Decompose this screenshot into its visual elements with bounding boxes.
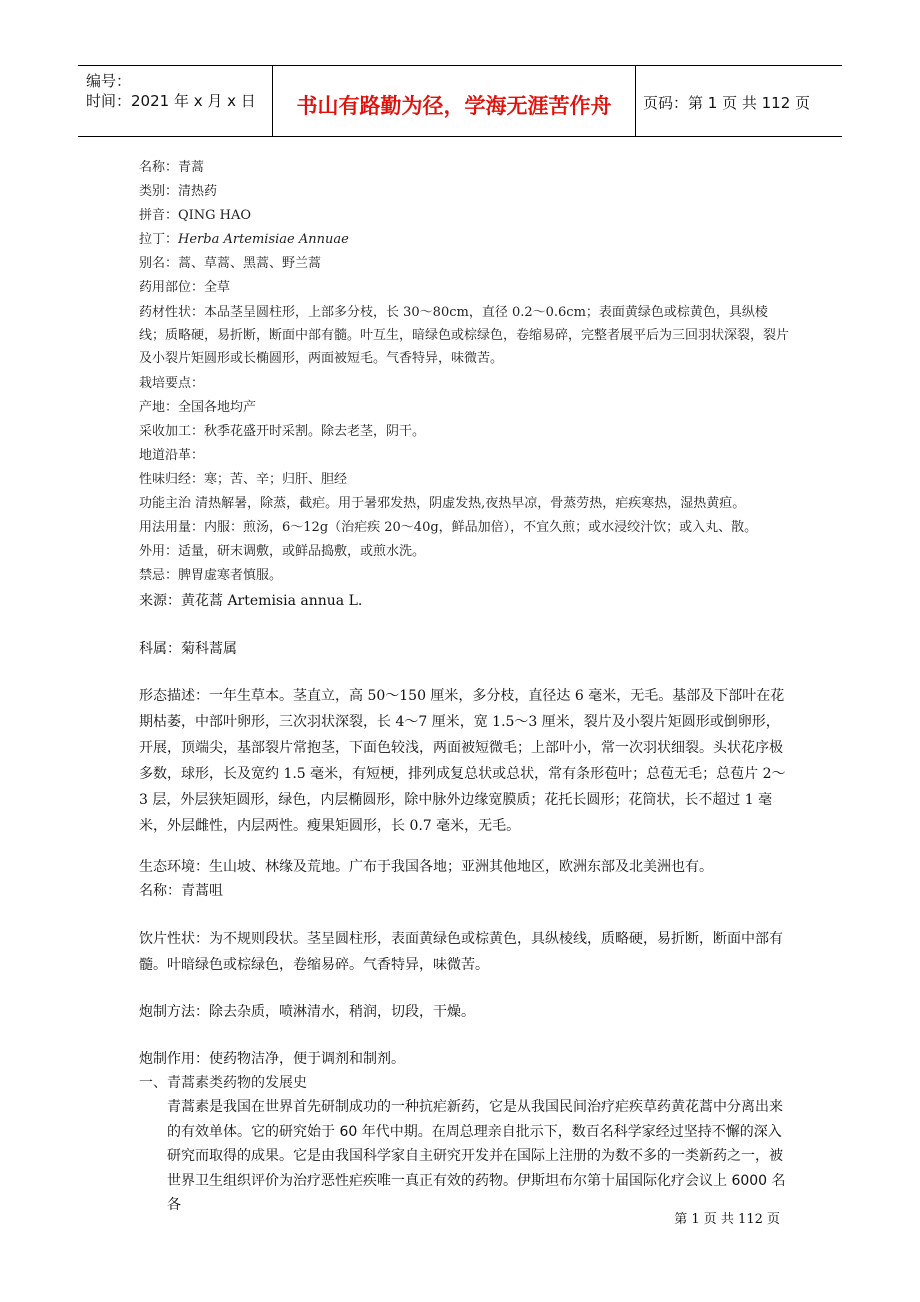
entry-contra: 禁忌：脾胃虚寒者慎服。 (139, 568, 283, 583)
section-title: 一、青蒿素类药物的发展史 (139, 1075, 307, 1091)
pieces-paragraph: 饮片性状：为不规则段状。茎呈圆柱形，表面黄绿色或棕黄色，具纵棱线，质略硬，易折断，断面中部有髓。叶暗绿色或棕绿色，卷缩易碎。气香特异，味微苦。 (139, 931, 783, 973)
source-line: 来源：黄花蒿 Artemisia annua L. (139, 593, 363, 609)
family-line: 科属：菊科蒿属 (139, 641, 237, 657)
entry-usage: 用法用量：内服：煎汤，6～12g（治疟疾 20～40g，鲜品加倍），不宜久煎；或水浸绞汁饮；或入丸、散。 (139, 520, 758, 535)
method-line: 炮制方法：除去杂质，喷淋清水，稍润，切段，干燥。 (139, 1004, 475, 1020)
entry-part: 药用部位：全草 (139, 280, 231, 295)
entry-harvest: 采收加工：秋季花盛开时采割。除去老茎，阴干。 (139, 424, 426, 439)
header-meta-cell (78, 66, 272, 136)
motto: 书山有路勤为径，学海无涯苦作舟 (296, 94, 612, 118)
entry-function: 功能主治 清热解暑，除蒸，截疟。用于暑邪发热，阴虚发热,夜热早凉，骨蒸劳热，疟疾寒热，湿热黄疸。 (139, 496, 746, 511)
entry-category: 类别：清热药 (139, 184, 218, 199)
history-paragraph: 青蒿素是我国在世界首先研制成功的一种抗疟新药，它是从我国民间治疗疟疾草药黄花蒿中分离出来的有效单体。它的研究始于 60 年代中期。在周总理亲自批示下，数百名科学家经过坚持不懈的深入研究而取得的成果。它是由我国科学家自主研究开发并在国际上注册的为数不多的一类新药之一，被世界卫生组织评价为治疗恶性疟疾唯一真正有效的药物。伊斯坦布尔第十届国际化疗会议上 6000 名各 (167, 1099, 786, 1213)
morphology-paragraph: 形态描述：一年生草本。茎直立，高 50～150 厘米，多分枝，直径达 6 毫米，无毛。基部及下部叶在花期枯萎，中部叶卵形，三次羽状深裂，长 4～7 厘米，宽 1.5～3 厘米，裂片及小裂片矩圆形或倒卵形，开展，顶端尖，基部裂片常抱茎，下面色较浅，两面被短微毛；上部叶小，常一次羽状细裂。头状花序极多数，球形，长及宽约 1.5 毫米，有短梗，排列成复总状或总状，常有条形苞叶；总苞无毛；总苞片 2～3 层，外层狭矩圆形，绿色，内层椭圆形，除中脉外边缘宽膜质；花托长圆形；花筒状，长不超过 1 毫米，外层雌性，内层两性。瘦果矩圆形，长 0.7 毫米，无毛。 (139, 688, 786, 834)
entry-external: 外用：适量，研末调敷，或鲜品捣敷，或煎水洗。 (139, 544, 426, 559)
page-info: 页码：第 1 页 共 112 页 (643, 94, 811, 112)
entry-cultivation: 栽培要点： (139, 376, 205, 391)
entry-name: 名称：青蒿 (139, 160, 205, 175)
habitat-line: 生态环境：生山坡、林缘及荒地。广布于我国各地；亚洲其他地区，欧洲东部及北美洲也有。 (139, 859, 713, 875)
entry-pinyin: 拼音：QING HAO (139, 208, 252, 223)
entry-latin (139, 232, 349, 248)
latin-value: Herba Artemisiae Annuae (178, 232, 349, 247)
entry-nature: 性味归经：寒；苦、辛；归肝、胆经 (139, 472, 348, 487)
document-header (78, 65, 842, 137)
header-page-cell (635, 66, 842, 136)
entry-origin: 产地：全国各地均产 (139, 400, 257, 415)
latin-label: 拉丁： (139, 232, 179, 247)
entry-alias: 别名：蒿、草蒿、黑蒿、野兰蒿 (139, 256, 322, 271)
time-label: 时间：2021 年 x 月 x 日 (86, 92, 256, 110)
entry-history: 地道沿革： (139, 448, 205, 463)
page-footer: 第 1 页 共 112 页 (674, 1212, 780, 1227)
code-label: 编号： (86, 72, 132, 90)
effect-line: 炮制作用：使药物洁净，便于调剂和制剂。 (139, 1051, 405, 1067)
entry-properties: 药材性状：本品茎呈圆柱形，上部多分枝，长 30～80cm，直径 0.2～0.6cm；表面黄绿色或棕黄色，具纵棱线；质略硬，易折断，断面中部有髓。叶互生，暗绿色或棕绿色，卷缩易碎，完整者展平后为三回羽状深裂，裂片及小裂片矩圆形或长椭圆形，两面被短毛。气香特异，味微苦。 (139, 305, 790, 366)
name2-line: 名称：青蒿咀 (139, 883, 223, 899)
header-motto-cell (272, 66, 636, 136)
